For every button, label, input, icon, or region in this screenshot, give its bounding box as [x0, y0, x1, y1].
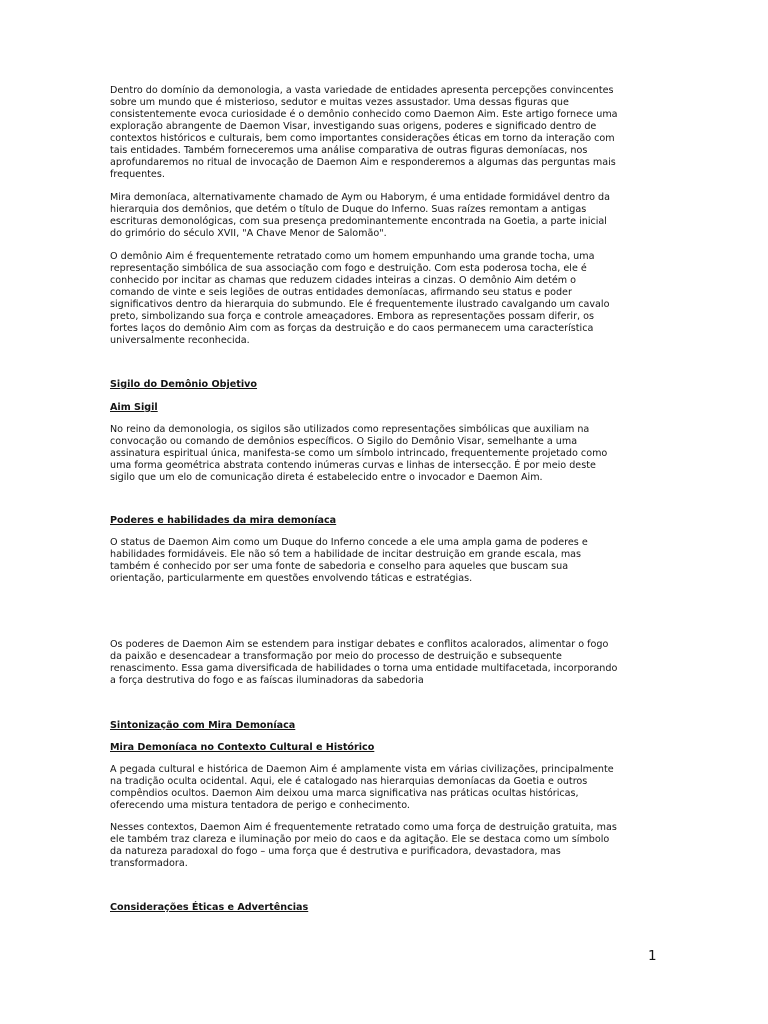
paragraph-aym-description: Mira demoníaca, alternativamente chamado de Aym ou Haborym, é uma entidade formidável dentro da hierarquia dos demônios, que detém o título de Duque do Inferno. Suas raízes remontam a antigas escrituras demonológicas, com sua presença predominantemente encontrada na Goetia, a parte inicial do grimório do século XVII, "A Chave Menor de Salomão". [110, 192, 610, 239]
paragraph-context-1: A pegada cultural e histórica de Daemon Aim é amplamente vista em várias civilizações, principalmente na tradição oculta ocidental. Aqui, ele é catalogado nas hierarquias demoníacas da Goetia e outros compêndios ocultos. Daemon Aim deixou uma marca significativa nas práticas ocultas históricas, oferecendo uma mistura tentadora de perigo e conhecimento. [110, 764, 614, 811]
heading-attunement: Sintonização com Mira Demoníaca [110, 720, 296, 731]
intro-paragraph: Dentro do domínio da demonologia, a vasta variedade de entidades apresenta percepções convincentes sobre um mundo que é misterioso, sedutor e muitas vezes assustador. Uma dessas figuras que consistentemente evoca curiosidade é o demônio conhecido como Daemon Aim. Este artigo fornece uma exploração abrangente de Daemon Visar, investigando suas origens, poderes e significado dentro de contextos históricos e culturais, bem como importantes considerações éticas em torno da interação com tais entidades. Também forneceremos uma análise comparativa de outras figuras demoníacas, nos aprofundaremos no ritual de invocação de Daemon Aim e responderemos a algumas das perguntas mais frequentes. [110, 85, 618, 180]
paragraph-sigil: No reino da demonologia, os sigilos são utilizados como representações simbólicas que auxiliam na convocação ou comando de demônios específicos. O Sigilo do Demônio Visar, semelhante a uma assinatura espiritual única, manifesta-se como um símbolo intrincado, frequentemente projetado como uma forma geométrica abstrata contendo inúmeras curvas e linhas de intersecção. É por meio deste sigilo que um elo de comunicação direta é estabelecido entre o invocador e Daemon Aim. [110, 424, 608, 483]
heading-cultural-context: Mira Demoníaca no Contexto Cultural e Histórico [110, 742, 375, 753]
paragraph-powers-1: O status de Daemon Aim como um Duque do Inferno concede a ele uma ampla gama de poderes e habilidades formidáveis. Ele não só tem a habilidade de incitar destruição em grande escala, mas também é conhecido por ser uma fonte de sabedoria e conselho para aqueles que buscam sua orientação, particularmente em questões envolvendo táticas e estratégias. [110, 537, 588, 584]
paragraph-torch-depiction: O demônio Aim é frequentemente retratado como um homem empunhando uma grande tocha, uma representação simbólica de sua associação com fogo e destruição. Com esta poderosa tocha, ele é conhecido por incitar as chamas que reduzem cidades inteiras a cinzas. O demônio Aim detém o comando de vinte e seis legiões de outras entidades demoníacas, afirmando seu status e poder significativos dentro da hierarquia do submundo. Ele é frequentemente ilustrado cavalgando um cavalo preto, simbolizando sua força e controle ameaçadores. Embora as representações possam diferir, os fortes laços do demônio Aim com as forças da destruição e do caos permanecem uma característica universalmente reconhecida. [110, 251, 610, 346]
heading-sigil: Sigilo do Demônio Objetivo [110, 379, 258, 390]
paragraph-powers-2: Os poderes de Daemon Aim se estendem para instigar debates e conflitos acalorados, alimentar o fogo da paixão e desencadear a transformação por meio do processo de destruição e subsequente renascimento. Essa gama diversificada de habilidades o torna uma entidade multifacetada, incorporando a força destrutiva do fogo e as faíscas iluminadoras da sabedoria [110, 639, 618, 686]
heading-ethics: Considerações Éticas e Advertências [110, 902, 309, 913]
subheading-aim-sigil: Aim Sigil [110, 402, 158, 413]
page-number: 1 [648, 948, 657, 964]
paragraph-context-2: Nesses contextos, Daemon Aim é frequentemente retratado como uma força de destruição gratuita, mas ele também traz clareza e iluminação por meio do caos e da agitação. Ele se destaca como um símbolo da natureza paradoxal do fogo – uma força que é destrutiva e purificadora, devastadora, mas transformadora. [110, 822, 617, 869]
heading-powers: Poderes e habilidades da mira demoníaca [110, 515, 337, 526]
